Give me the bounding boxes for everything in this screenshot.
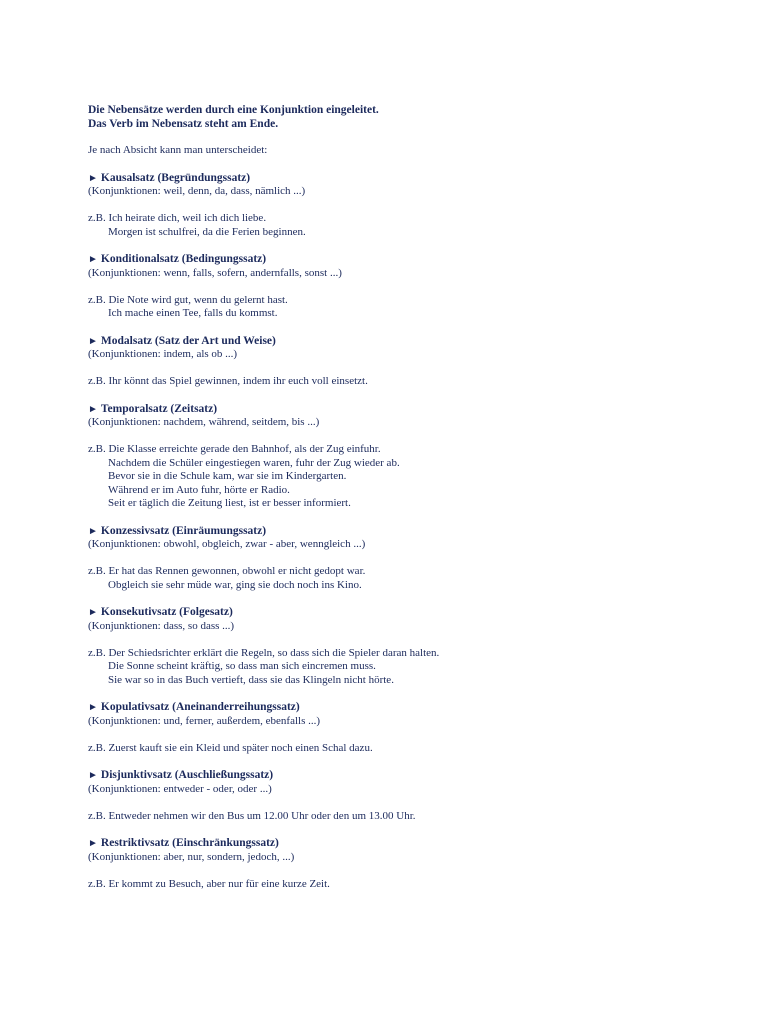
example-sentence: Während er im Auto fuhr, hörte er Radio.: [108, 483, 290, 496]
examples-block: [88, 565, 728, 592]
example-sentence: z.B. Zuerst kauft sie ein Kleid und später noch einen Schal dazu.: [88, 741, 373, 754]
section-heading: [88, 403, 728, 417]
section-heading-text: Restriktivsatz (Einschränkungssatz): [100, 837, 279, 849]
section-heading: [88, 253, 728, 267]
section-heading: [88, 172, 728, 186]
example-sentence: z.B. Die Note wird gut, wenn du gelernt hast.: [88, 293, 288, 306]
example-sentence: Obgleich sie sehr müde war, ging sie doch noch ins Kino.: [108, 578, 362, 591]
clause-section: [88, 335, 728, 389]
example-sentence: z.B. Er kommt zu Besuch, aber nur für eine kurze Zeit.: [88, 877, 330, 890]
section-heading: [88, 606, 728, 620]
section-heading-text: Temporalsatz (Zeitsatz): [100, 402, 218, 415]
section-heading: [88, 335, 728, 349]
conjunctions-line: (Konjunktionen: indem, als ob ...): [88, 348, 238, 360]
document-page: [88, 104, 728, 891]
section-heading-text: Konzessivsatz (Einräumungssatz): [100, 524, 267, 537]
intro-line-2: Das Verb im Nebensatz steht am Ende.: [88, 117, 279, 130]
section-heading-text: Kausalsatz (Begründungssatz): [100, 171, 251, 184]
conjunctions-line: (Konjunktionen: und, ferner, außerdem, ebenfalls ...): [88, 714, 321, 727]
example-sentence: z.B. Ihr könnt das Spiel gewinnen, indem ihr euch voll einsetzt.: [88, 375, 368, 387]
clause-section: [88, 701, 728, 755]
example-sentence: z.B. Die Klasse erreichte gerade den Bahnhof, als der Zug einfuhr.: [88, 443, 381, 455]
example-sentence: Nachdem die Schüler eingestiegen waren, fuhr der Zug wieder ab.: [108, 456, 400, 469]
conjunctions-line: (Konjunktionen: weil, denn, da, dass, nämlich ...): [88, 185, 306, 197]
conjunctions-line: (Konjunktionen: dass, so dass ...): [88, 619, 235, 632]
lead-text: Je nach Absicht kann man unterscheidet:: [88, 144, 268, 156]
arrow-right-icon: ►: [88, 702, 98, 713]
conjunctions-line: (Konjunktionen: entweder - oder, oder ...): [88, 782, 272, 795]
example-sentence: z.B. Entweder nehmen wir den Bus um 12.00 Uhr oder den um 13.00 Uhr.: [88, 809, 416, 822]
conjunctions-line: (Konjunktionen: wenn, falls, sofern, andernfalls, sonst ...): [88, 266, 342, 279]
clause-section: [88, 606, 728, 687]
clause-section: [88, 403, 728, 511]
examples-block: [88, 742, 728, 756]
clause-section: [88, 837, 728, 891]
arrow-right-icon: ►: [88, 403, 98, 415]
section-heading: [88, 769, 728, 783]
section-heading-text: Konditionalsatz (Bedingungssatz): [100, 253, 267, 265]
example-sentence: Bevor sie in die Schule kam, war sie im Kindergarten.: [108, 470, 347, 482]
intro-line-1: Die Nebensätze werden durch eine Konjunktion eingeleitet.: [88, 104, 379, 116]
example-sentence: Sie war so in das Buch vertieft, dass sie das Klingeln nicht hörte.: [108, 673, 394, 686]
examples-block: [88, 443, 728, 511]
example-sentence: Seit er täglich die Zeitung liest, ist er besser informiert.: [108, 497, 351, 509]
clause-section: [88, 172, 728, 240]
section-heading: [88, 525, 728, 539]
section-heading-text: Disjunktivsatz (Auschließungssatz): [100, 769, 274, 781]
conjunctions-line: (Konjunktionen: nachdem, während, seitdem, bis ...): [88, 416, 320, 428]
section-heading-text: Modalsatz (Satz der Art und Weise): [100, 334, 276, 347]
examples-block: [88, 212, 728, 239]
clause-section: [88, 769, 728, 823]
arrow-right-icon: ►: [88, 172, 98, 184]
conjunctions-line: (Konjunktionen: aber, nur, sondern, jedoch, ...): [88, 850, 295, 863]
examples-block: [88, 878, 728, 892]
clause-section: [88, 253, 728, 321]
arrow-right-icon: ►: [88, 335, 98, 347]
arrow-right-icon: ►: [88, 254, 98, 265]
example-sentence: z.B. Er hat das Rennen gewonnen, obwohl er nicht gedopt war.: [88, 565, 366, 577]
example-sentence: Morgen ist schulfrei, da die Ferien beginnen.: [108, 225, 306, 238]
section-heading: [88, 837, 728, 851]
examples-block: [88, 375, 728, 389]
section-heading: [88, 701, 728, 715]
clause-section: [88, 525, 728, 593]
arrow-right-icon: ►: [88, 838, 98, 849]
conjunctions-line: (Konjunktionen: obwohl, obgleich, zwar - aber, wenngleich ...): [88, 538, 366, 550]
example-sentence: z.B. Ich heirate dich, weil ich dich liebe.: [88, 212, 267, 224]
section-heading-text: Kopulativsatz (Aneinanderreihungssatz): [100, 701, 300, 713]
section-heading-text: Konsekutivsatz (Folgesatz): [100, 606, 233, 618]
examples-block: [88, 647, 728, 688]
example-sentence: z.B. Der Schiedsrichter erklärt die Regeln, so dass sich die Spieler daran halten.: [88, 646, 440, 659]
examples-block: [88, 810, 728, 824]
arrow-right-icon: ►: [88, 525, 98, 537]
sections-list: [88, 172, 728, 892]
example-sentence: Ich mache einen Tee, falls du kommst.: [108, 307, 278, 319]
example-sentence: Die Sonne scheint kräftig, so dass man sich eincremen muss.: [108, 660, 376, 672]
arrow-right-icon: ►: [88, 607, 98, 618]
examples-block: [88, 294, 728, 321]
arrow-right-icon: ►: [88, 770, 98, 781]
